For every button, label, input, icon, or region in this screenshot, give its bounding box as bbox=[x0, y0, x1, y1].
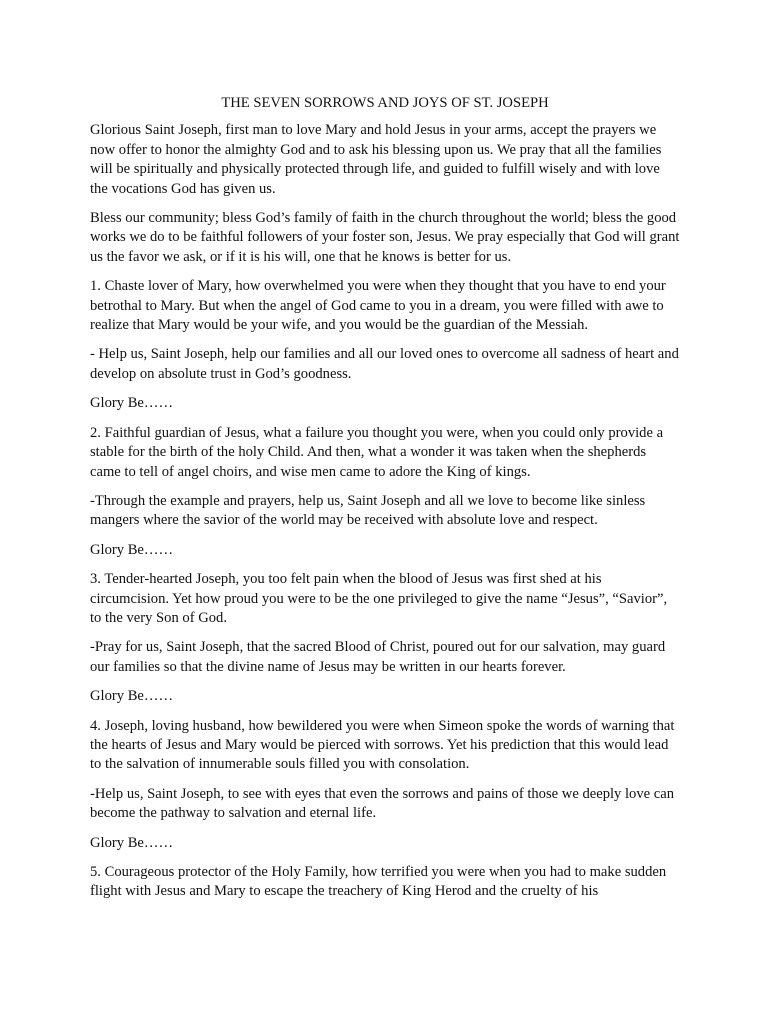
document-page bbox=[90, 94, 680, 912]
paragraph-petition-1: - Help us, Saint Joseph, help our families and all our loved ones to overcome all sadness of heart and develop on absolute trust in God’s goodness. bbox=[90, 346, 679, 382]
paragraph-glory-be-3: Glory Be…… bbox=[90, 688, 174, 705]
paragraph-glory-be-4: Glory Be…… bbox=[90, 834, 174, 851]
paragraph-sorrow-3: 3. Tender-hearted Joseph, you too felt pain when the blood of Jesus was first shed at his circumcision. Yet how proud you were to be the one privileged to give the name “Jesus”, “Savior”, to the very Son of God. bbox=[90, 571, 668, 626]
paragraph-opening-prayer: Glorious Saint Joseph, first man to love Mary and hold Jesus in your arms, accept the prayers we now offer to honor the almighty God and to ask his blessing upon us. We pray that all the families will be spiritually and physically protected through life, and guided to fulfill wisely and with love the vocations God has given us. bbox=[90, 122, 662, 197]
paragraph-petition-3: -Pray for us, Saint Joseph, that the sacred Blood of Christ, poured out for our salvation, may guard our families so that the divine name of Jesus may be written in our hearts forever. bbox=[90, 639, 666, 675]
paragraph-sorrow-4: 4. Joseph, loving husband, how bewildered you were when Simeon spoke the words of warning that the hearts of Jesus and Mary would be pierced with sorrows. Yet his prediction that this would lead to the salvation of innumerable souls filled you with consolation. bbox=[90, 717, 675, 773]
paragraph-sorrow-1: 1. Chaste lover of Mary, how overwhelmed you were when they thought that you have to end your betrothal to Mary. But when the angel of God came to you in a dream, you were filled with awe to realize that Mary would be your wife, and you would be the guardian of the Messiah. bbox=[90, 278, 666, 334]
paragraph-sorrow-5: 5. Courageous protector of the Holy Family, how terrified you were when you had to make sudden flight with Jesus and Mary to escape the treachery of King Herod and the cruelty of his bbox=[90, 864, 667, 900]
paragraph-petition-2: -Through the example and prayers, help us, Saint Joseph and all we love to become like sinless mangers where the savior of the world may be received with absolute love and respect. bbox=[90, 492, 646, 529]
paragraph-sorrow-2: 2. Faithful guardian of Jesus, what a failure you thought you were, when you could only provide a stable for the birth of the holy Child. And then, what a wonder it was taken when the shepherds came to tell of angel choirs, and wise men came to adore the King of kings. bbox=[90, 424, 664, 480]
document-title: THE SEVEN SORROWS AND JOYS OF ST. JOSEPH bbox=[221, 95, 549, 111]
paragraph-blessing: Bless our community; bless God’s family of faith in the church throughout the world; bless the good works we do to be faithful followers of your foster son, Jesus. We pray especially that God will grant us the favor we ask, or if it is his will, one that he knows is better for us. bbox=[90, 210, 680, 265]
paragraph-glory-be-2: Glory Be…… bbox=[90, 541, 174, 558]
paragraph-petition-4: -Help us, Saint Joseph, to see with eyes that even the sorrows and pains of those we deeply love can become the pathway to salvation and eternal life. bbox=[90, 785, 675, 822]
paragraph-glory-be-1: Glory Be…… bbox=[90, 395, 174, 412]
